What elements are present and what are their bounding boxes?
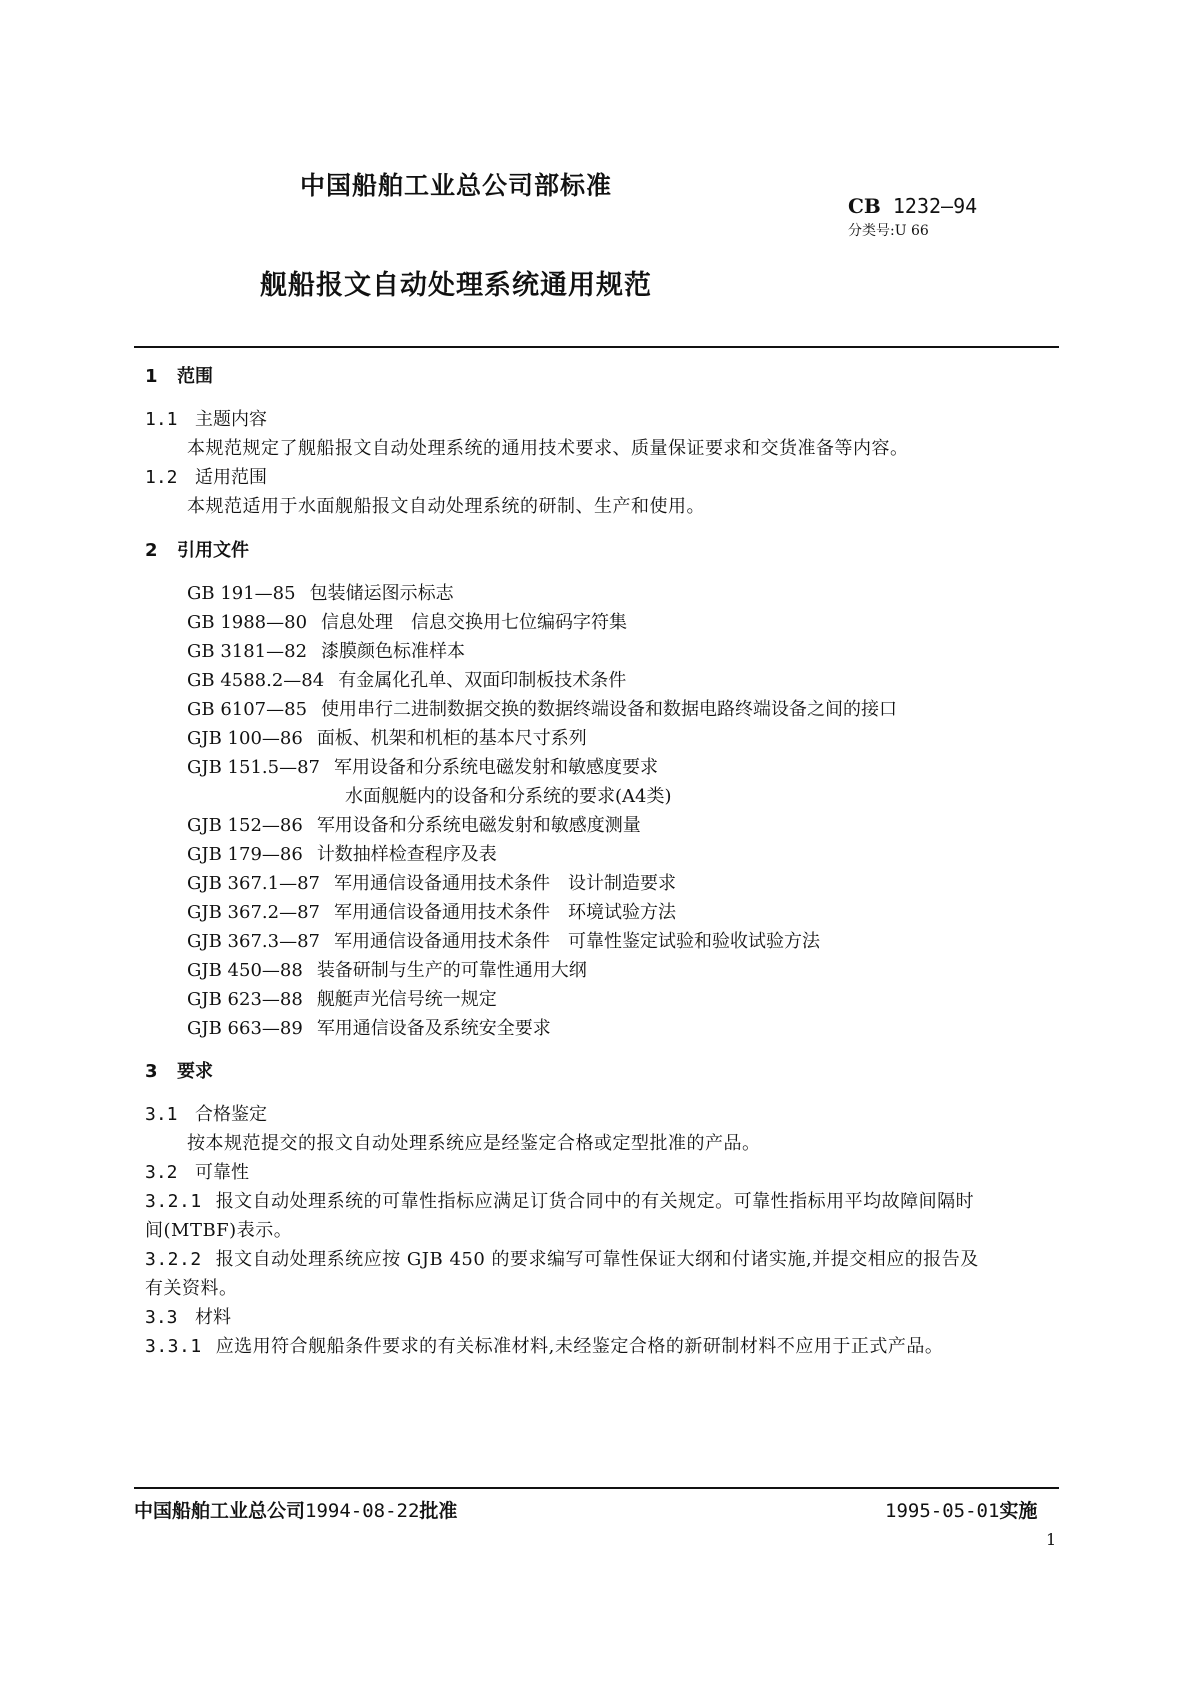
header-divider xyxy=(134,346,1059,348)
reference-item xyxy=(187,927,820,953)
reference-item xyxy=(187,956,587,982)
reference-title: 面板、机架和机柜的基本尺寸系列 xyxy=(316,728,587,749)
reference-code: GJB 367.1—87 xyxy=(187,873,320,894)
section-title: 范围 xyxy=(177,366,213,387)
section-title: 引用文件 xyxy=(177,540,249,561)
section-3-2-heading xyxy=(145,1158,249,1184)
reference-title: 装备研制与生产的可靠性通用大纲 xyxy=(316,960,587,981)
reference-title: 有金属化孔单、双面印制板技术条件 xyxy=(338,670,627,691)
reference-item xyxy=(187,869,676,895)
reference-item xyxy=(187,637,465,663)
reference-code: GJB 179—86 xyxy=(187,844,303,865)
section-number: 2 xyxy=(145,540,158,561)
reference-code: GJB 623—88 xyxy=(187,989,303,1010)
reference-code: GB 3181—82 xyxy=(187,641,308,662)
reference-title: 军用设备和分系统电磁发射和敏感度要求 xyxy=(333,757,658,778)
classification-number: 分类号:U 66 xyxy=(848,223,929,239)
section-3-heading xyxy=(145,1057,213,1083)
approval-label: 批准 xyxy=(419,1500,458,1522)
approval-line xyxy=(134,1496,457,1523)
section-1-2-heading xyxy=(145,463,267,489)
approval-date: 1994-08-22 xyxy=(305,1500,420,1522)
clause-3-2-1-continued: 间(MTBF)表示。 xyxy=(145,1220,293,1241)
reference-item xyxy=(187,1014,551,1040)
reference-code: GB 1988—80 xyxy=(187,612,308,633)
reference-code: GJB 152—86 xyxy=(187,815,303,836)
reference-title-continued: 水面舰艇内的设备和分系统的要求(A4类) xyxy=(345,786,672,807)
page-number: 1 xyxy=(1046,1530,1057,1549)
reference-title: 军用通信设备通用技术条件 可靠性鉴定试验和验收试验方法 xyxy=(333,931,820,952)
organization-header: 中国船舶工业总公司部标准 xyxy=(300,171,613,200)
section-2-heading xyxy=(145,536,249,562)
reference-title: 军用设备和分系统电磁发射和敏感度测量 xyxy=(316,815,641,836)
reference-code: GB 191—85 xyxy=(187,583,296,604)
reference-title: 军用通信设备通用技术条件 环境试验方法 xyxy=(333,902,676,923)
standard-prefix: CB xyxy=(848,194,881,218)
section-number: 1.1 xyxy=(145,409,178,430)
reference-title: 包装储运图示标志 xyxy=(309,583,454,604)
reference-title: 漆膜颜色标准样本 xyxy=(321,641,466,662)
reference-item xyxy=(187,985,497,1011)
reference-item xyxy=(187,724,587,750)
section-3-1-text: 按本规范提交的报文自动处理系统应是经鉴定合格或定型批准的产品。 xyxy=(187,1133,761,1154)
section-number: 1.2 xyxy=(145,467,178,488)
section-1-heading xyxy=(145,362,213,388)
clause-3-2-1 xyxy=(145,1187,974,1213)
footer-divider xyxy=(134,1487,1059,1489)
reference-item xyxy=(187,579,454,605)
section-3-3-heading xyxy=(145,1303,231,1329)
standard-number xyxy=(848,194,977,218)
reference-item xyxy=(187,898,676,924)
section-number: 3.1 xyxy=(145,1104,178,1125)
reference-item xyxy=(187,666,626,692)
reference-code: GJB 100—86 xyxy=(187,728,303,749)
effective-line xyxy=(885,1496,1037,1523)
reference-item xyxy=(187,753,658,779)
clause-3-3-1 xyxy=(145,1332,943,1358)
clause-text: 报文自动处理系统应按 GJB 450 的要求编写可靠性保证大纲和付诸实施,并提交相应的报告及 xyxy=(215,1249,979,1270)
clause-number: 3.2.1 xyxy=(145,1191,202,1212)
reference-code: GJB 450—88 xyxy=(187,960,303,981)
section-number: 3.2 xyxy=(145,1162,178,1183)
reference-item xyxy=(187,695,897,721)
section-title: 适用范围 xyxy=(195,467,267,488)
reference-item xyxy=(187,608,627,634)
effective-date: 1995-05-01 xyxy=(885,1500,1000,1522)
section-1-1-text: 本规范规定了舰船报文自动处理系统的通用技术要求、质量保证要求和交货准备等内容。 xyxy=(187,438,909,459)
clause-text: 应选用符合舰船条件要求的有关标准材料,未经鉴定合格的新研制材料不应用于正式产品。 xyxy=(215,1336,944,1357)
section-title: 要求 xyxy=(177,1061,213,1082)
reference-title: 舰艇声光信号统一规定 xyxy=(316,989,497,1010)
section-3-1-heading xyxy=(145,1100,267,1126)
section-1-2-text: 本规范适用于水面舰船报文自动处理系统的研制、生产和使用。 xyxy=(187,496,705,517)
clause-number: 3.3.1 xyxy=(145,1336,202,1357)
section-number: 3.3 xyxy=(145,1307,178,1328)
section-title: 主题内容 xyxy=(195,409,267,430)
reference-code: GB 6107—85 xyxy=(187,699,308,720)
document-title: 舰船报文自动处理系统通用规范 xyxy=(260,270,652,301)
reference-item xyxy=(187,811,641,837)
approval-org: 中国船舶工业总公司 xyxy=(134,1500,306,1522)
section-title: 材料 xyxy=(195,1307,231,1328)
clause-number: 3.2.2 xyxy=(145,1249,202,1270)
reference-title: 军用通信设备通用技术条件 设计制造要求 xyxy=(333,873,676,894)
reference-code: GJB 367.3—87 xyxy=(187,931,320,952)
reference-title: 使用串行二进制数据交换的数据终端设备和数据电路终端设备之间的接口 xyxy=(321,699,898,720)
reference-code: GJB 151.5—87 xyxy=(187,757,320,778)
section-title: 可靠性 xyxy=(195,1162,249,1183)
reference-title: 计数抽样检查程序及表 xyxy=(316,844,497,865)
clause-3-2-2 xyxy=(145,1245,979,1271)
reference-code: GJB 367.2—87 xyxy=(187,902,320,923)
reference-title: 军用通信设备及系统安全要求 xyxy=(316,1018,551,1039)
section-number: 3 xyxy=(145,1061,158,1082)
reference-code: GB 4588.2—84 xyxy=(187,670,325,691)
reference-title: 信息处理 信息交换用七位编码字符集 xyxy=(321,612,628,633)
section-number: 1 xyxy=(145,366,158,387)
section-title: 合格鉴定 xyxy=(195,1104,267,1125)
effective-label: 实施 xyxy=(999,1500,1038,1522)
clause-text: 报文自动处理系统的可靠性指标应满足订货合同中的有关规定。可靠性指标用平均故障间隔时 xyxy=(215,1191,975,1212)
reference-item xyxy=(187,840,497,866)
standard-code: 1232—94 xyxy=(892,194,978,218)
reference-code: GJB 663—89 xyxy=(187,1018,303,1039)
section-1-1-heading xyxy=(145,405,267,431)
clause-3-2-2-continued: 有关资料。 xyxy=(145,1278,238,1299)
